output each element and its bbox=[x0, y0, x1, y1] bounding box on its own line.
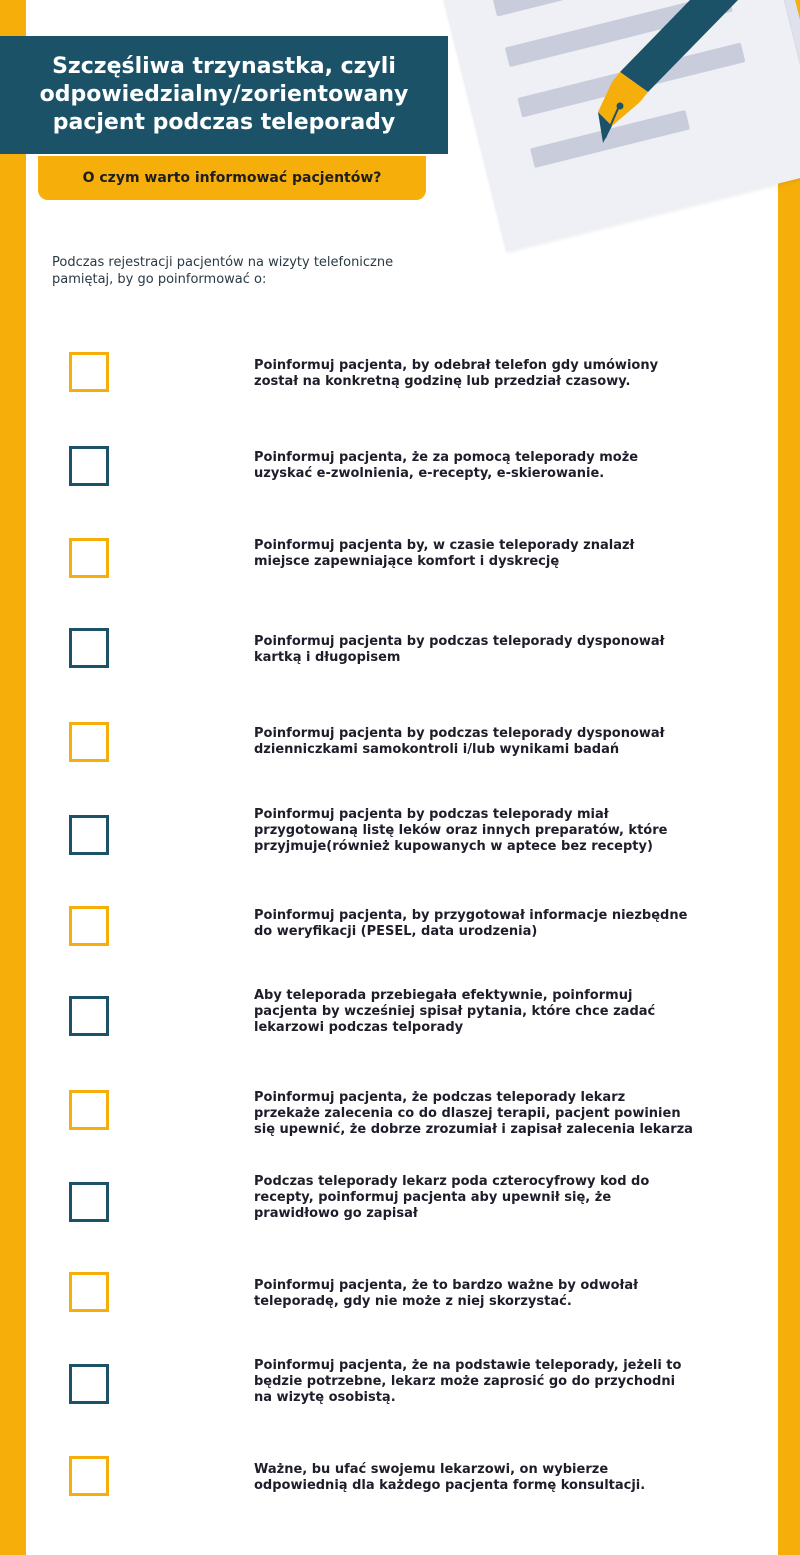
subtitle-text: O czym warto informować pacjentów? bbox=[82, 170, 382, 186]
checklist-item-line: przekaże zalecenia co do dlaszej terapii, pacjent powinien bbox=[254, 1106, 681, 1121]
checklist-item-line: Poinformuj pacjenta by podczas teleporady miał bbox=[254, 807, 609, 822]
checklist-item-line: prawidłowo go zapisał bbox=[254, 1206, 418, 1221]
checklist-item-line: odpowiednią dla każdego pacjenta formę konsultacji. bbox=[254, 1478, 646, 1493]
intro-line-2: pamiętaj, by go poinformować o: bbox=[52, 272, 267, 287]
checkbox[interactable] bbox=[69, 906, 109, 946]
checkbox[interactable] bbox=[69, 446, 109, 486]
checklist-item-line: lekarzowi podczas telporady bbox=[254, 1020, 464, 1035]
checklist-item-text bbox=[254, 1090, 744, 1138]
checklist-item-line: miejsce zapewniające komfort i dyskrecję bbox=[254, 554, 560, 569]
checklist-item-text bbox=[254, 634, 744, 666]
intro-text bbox=[52, 254, 512, 288]
checklist-item-text bbox=[254, 908, 744, 940]
checklist-item-text bbox=[254, 1174, 744, 1222]
checklist-item-text bbox=[254, 1278, 744, 1310]
checklist-item-text bbox=[254, 538, 744, 570]
checklist-item-line: Aby teleporada przebiegała efektywnie, poinformuj bbox=[254, 988, 633, 1003]
checklist-item-text bbox=[254, 726, 744, 758]
checklist-item-text bbox=[254, 358, 744, 390]
checklist-item-text bbox=[254, 988, 744, 1036]
checklist-item-line: kartką i długopisem bbox=[254, 650, 401, 665]
checklist-item-text bbox=[254, 1358, 744, 1406]
checkbox[interactable] bbox=[69, 1090, 109, 1130]
checklist-item-line: Poinformuj pacjenta, że to bardzo ważne by odwołał bbox=[254, 1278, 638, 1293]
page-title bbox=[26, 53, 423, 137]
checkbox[interactable] bbox=[69, 722, 109, 762]
checklist-item-line: Poinformuj pacjenta by, w czasie teleporady znalazł bbox=[254, 538, 635, 553]
checklist-item-line: się upewnić, że dobrze zrozumiał i zapisał zalecenia lekarza bbox=[254, 1122, 693, 1137]
checkbox[interactable] bbox=[69, 996, 109, 1036]
checkbox[interactable] bbox=[69, 1364, 109, 1404]
subtitle-badge bbox=[38, 156, 426, 200]
checklist-item-line: recepty, poinformuj pacjenta aby upewnił się, że bbox=[254, 1190, 612, 1205]
checklist-item-line: Poinformuj pacjenta, by odebrał telefon gdy umówiony bbox=[254, 358, 659, 373]
checklist-item-line: będzie potrzebne, lekarz może zaprosić go do przychodni bbox=[254, 1374, 676, 1389]
checkbox[interactable] bbox=[69, 628, 109, 668]
title-line-2: odpowiedzialny/zorientowany bbox=[39, 82, 409, 107]
checklist-item-line: Poinformuj pacjenta, że na podstawie teleporady, jeżeli to bbox=[254, 1358, 682, 1373]
checklist-item-line: Ważne, bu ufać swojemu lekarzowi, on wybierze bbox=[254, 1462, 609, 1477]
intro-line-1: Podczas rejestracji pacjentów na wizyty telefoniczne bbox=[52, 255, 394, 270]
checkbox[interactable] bbox=[69, 352, 109, 392]
checklist-item-line: przyjmuje(również kupowanych w aptece bez recepty) bbox=[254, 839, 653, 854]
title-line-1: Szczęśliwa trzynastka, czyli bbox=[52, 54, 396, 79]
checklist-item-line: na wizytę osobistą. bbox=[254, 1390, 396, 1405]
checkbox[interactable] bbox=[69, 815, 109, 855]
checklist-item-line: Poinformuj pacjenta, że podczas teleporady lekarz bbox=[254, 1090, 626, 1105]
checklist-item-line: Poinformuj pacjenta, że za pomocą teleporady może bbox=[254, 450, 639, 465]
checklist-item-line: Poinformuj pacjenta by podczas teleporady dysponował bbox=[254, 726, 665, 741]
checklist-item-text bbox=[254, 1462, 744, 1494]
title-line-3: pacjent podczas teleporady bbox=[52, 110, 396, 135]
checklist-item-line: został na konkretną godzinę lub przedział czasowy. bbox=[254, 374, 631, 389]
title-banner bbox=[0, 36, 448, 154]
checkbox[interactable] bbox=[69, 1182, 109, 1222]
checklist-item-line: uzyskać e-zwolnienia, e-recepty, e-skierowanie. bbox=[254, 466, 605, 481]
checkbox[interactable] bbox=[69, 538, 109, 578]
checklist-item-text bbox=[254, 807, 744, 855]
checklist-item-line: teleporadę, gdy nie może z niej skorzystać. bbox=[254, 1294, 572, 1309]
checklist-item-line: Poinformuj pacjenta, by przygotował informacje niezbędne bbox=[254, 908, 688, 923]
checklist-item-line: Poinformuj pacjenta by podczas teleporady dysponował bbox=[254, 634, 665, 649]
checklist-item-line: Podczas teleporady lekarz poda czterocyfrowy kod do bbox=[254, 1174, 650, 1189]
checkbox[interactable] bbox=[69, 1456, 109, 1496]
checklist-item-line: przygotowaną listę leków oraz innych preparatów, które bbox=[254, 823, 668, 838]
checkbox[interactable] bbox=[69, 1272, 109, 1312]
checklist-item-text bbox=[254, 450, 744, 482]
checklist-sheet bbox=[26, 0, 778, 1555]
checklist-item-line: do weryfikacji (PESEL, data urodzenia) bbox=[254, 924, 538, 939]
checklist-item-line: dzienniczkami samokontroli i/lub wynikami badań bbox=[254, 742, 620, 757]
checklist-item-line: pacjenta by wcześniej spisał pytania, które chce zadać bbox=[254, 1004, 656, 1019]
